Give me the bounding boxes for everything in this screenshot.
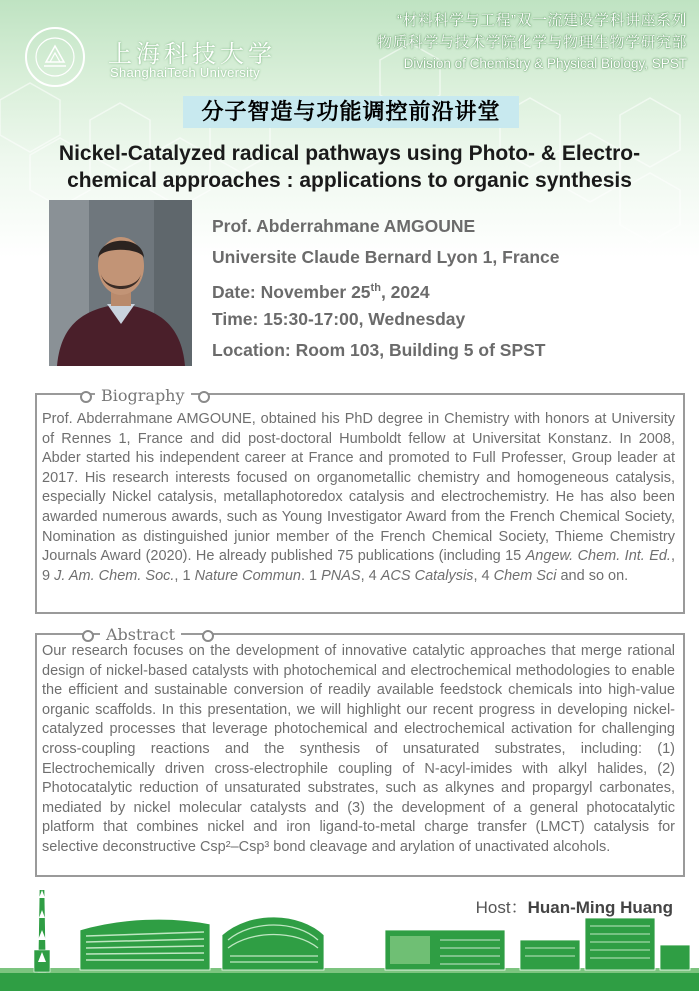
university-seal-logo — [24, 26, 86, 88]
abstract-heading: Abstract — [100, 625, 181, 645]
talk-title: Nickel-Catalyzed radical pathways using Photo- & Electro-chemical approaches : applications to organic synthesis — [58, 142, 641, 192]
lecture-series-header — [377, 10, 687, 74]
campus-skyline-illustration — [0, 890, 699, 991]
speaker-info — [212, 211, 560, 366]
talk-time: Time: 15:30-17:00, Wednesday — [212, 309, 466, 329]
forum-title: 分子智造与功能调控前沿讲堂 — [201, 99, 501, 124]
series-line-3: Division of Chemistry & Physical Biology, SPST — [403, 56, 687, 71]
abstract-heading-dot-left — [82, 630, 94, 642]
university-name-cn: 上海科技大学 — [108, 40, 276, 68]
series-line-1: “材料科学与工程”双一流建设学科讲座系列 — [397, 12, 687, 29]
talk-date: Date: November 25th, 2024 — [212, 281, 430, 302]
university-name-en: ShanghaiTech University — [110, 65, 260, 80]
biography-heading-dot-left — [80, 391, 92, 403]
speaker-name: Prof. Abderrahmane AMGOUNE — [212, 216, 476, 236]
biography-heading-dot-right — [198, 391, 210, 403]
speaker-photo — [49, 200, 192, 366]
biography-heading: Biography — [95, 386, 191, 406]
series-line-2: 物质科学与技术学院化学与物理生物学研究部 — [376, 34, 687, 51]
host-line: Host：Huan-Ming Huang — [475, 898, 673, 917]
talk-location: Location: Room 103, Building 5 of SPST — [212, 340, 546, 360]
speaker-affiliation: Universite Claude Bernard Lyon 1, France — [212, 247, 560, 267]
biography-text: Prof. Abderrahmane AMGOUNE, obtained his PhD degree in Chemistry with honors at University of Rennes 1, France and did post-doctoral Humboldt fellow at Universitat Konstanz. In 2008, Abder started his independent career at France and promoted to Full Professer, Group leader at 2017. His research interests focused on organometallic chemistry and homogeneous catalysis, especially Nickel catalysis, metallaphotoredox catalysis and electrochemistry. He has also been awarded numerous awards, such as Young Investigator Award from the French Chemical Society, Nomination as distinguished junior member of the French Chemical Society, Thieme Chemistry Journals Award (2020). He already published 75 publications (including 15 Angew. Chem. Int. Ed., 9 J. Am. Chem. Soc., 1 Nature Commun. 1 PNAS, 4 ACS Catalysis, 4 Chem Sci and so on. — [42, 411, 675, 584]
abstract-heading-dot-right — [202, 630, 214, 642]
abstract-text: Our research focuses on the development of innovative catalytic approaches that merge rational design of nickel-based catalysts with photochemical and electrochemical methodologies to enable the efficient and sustainable conversion of readily available feedstock chemicals into high-value organic scaffolds. In this presentation, we will highlight our recent progress in developing nickel-catalyzed processes that leverage photochemical and electrochemical activation for challenging cross-coupling reactions and the synthesis of unsaturated substrates, including: (1) Electrochemically driven cross-electrophile coupling of N-acyl-imides with alkyl halides, (2) Photocatalytic reduction of unsaturated substrates, such as alkynes and propargyl carbonates, mediated by nickel molecular catalysts and (3) the development of a general photocatalytic platform that combines nickel and iron ligand-to-metal charge transfer (LMCT) catalysis for selective deconstructive Csp²–Csp³ bond cleavage and arylation of unactivated alcohols. — [42, 643, 675, 855]
